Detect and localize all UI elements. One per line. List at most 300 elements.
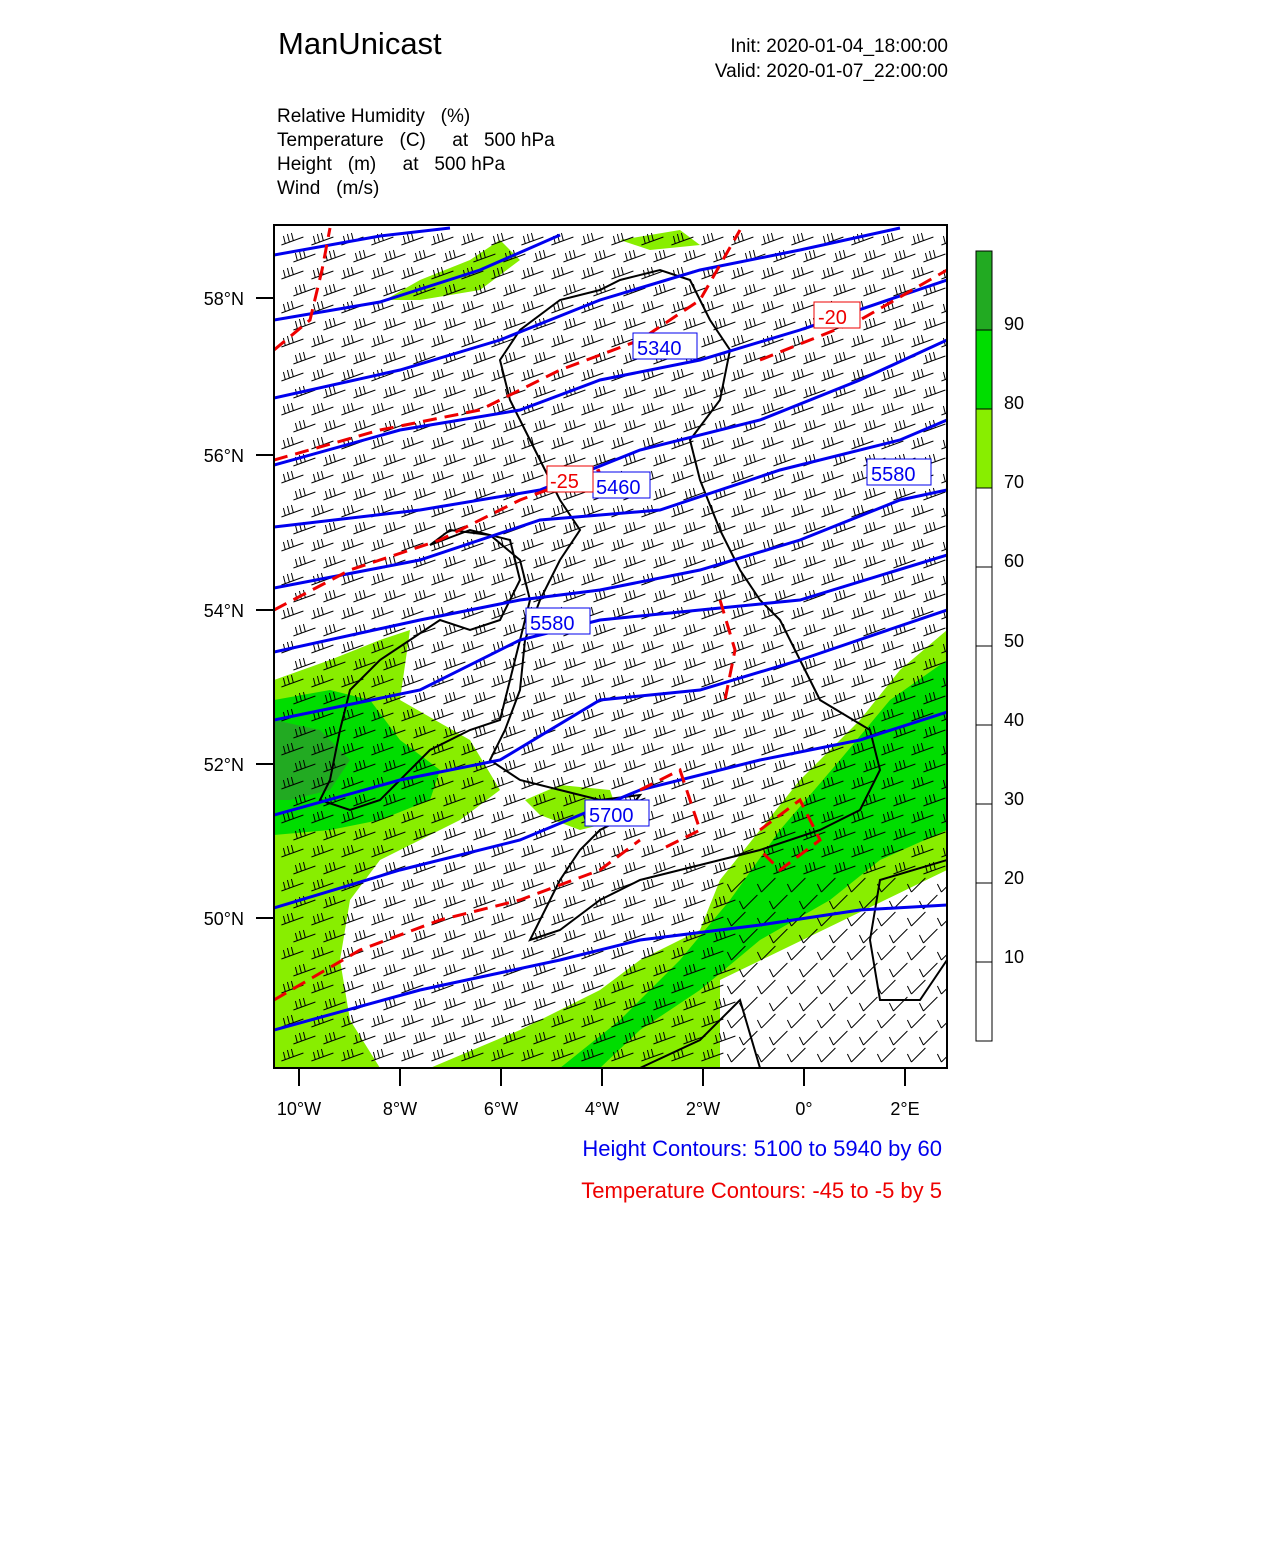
wind-barb	[821, 573, 843, 585]
wind-barb	[949, 997, 967, 1011]
wind-barb	[323, 284, 345, 296]
wind-barb	[383, 318, 405, 330]
height-label-5700: 5700	[589, 805, 634, 827]
wind-barb	[581, 539, 603, 551]
map-content	[274, 228, 975, 1068]
wind-barb	[761, 267, 783, 279]
wind-barb	[551, 641, 573, 653]
wind-barb	[581, 743, 603, 755]
wind-barb	[773, 352, 795, 364]
wind-barb	[611, 301, 633, 313]
wind-barb	[761, 369, 783, 381]
wind-barb	[563, 420, 585, 432]
wind-barb	[371, 267, 393, 279]
wind-barb	[881, 539, 903, 551]
wind-barb	[773, 488, 795, 500]
wind-barb	[401, 437, 423, 449]
wind-barb	[521, 539, 543, 551]
height-label-5460: 5460	[596, 477, 641, 499]
wind-barb	[773, 284, 795, 296]
wind-barb	[791, 471, 813, 483]
wind-barb	[533, 386, 555, 398]
wind-barb	[461, 879, 483, 891]
wind-barb	[911, 573, 933, 585]
wind-barb	[941, 573, 963, 585]
wind-barb	[443, 556, 465, 568]
wind-barb	[431, 403, 453, 415]
wind-barb	[953, 352, 975, 364]
wind-barb	[851, 335, 873, 347]
valid-time: Valid: 2020-01-07_22:00:00	[714, 61, 948, 82]
wind-barb	[641, 845, 663, 857]
wind-barb	[911, 369, 933, 381]
lat-label-52n: 52°N	[203, 755, 244, 775]
wind-barb	[953, 556, 975, 568]
wind-barb	[851, 675, 873, 687]
wind-barb	[401, 1015, 423, 1027]
wind-barb	[533, 284, 555, 296]
wind-barb	[353, 250, 375, 262]
wind-barb	[593, 522, 615, 534]
wind-barb	[671, 403, 693, 415]
wind-barb	[563, 964, 585, 976]
wind-barb	[941, 301, 963, 313]
height-contour-legend: Height Contours: 5100 to 5940 by 60	[582, 1136, 942, 1161]
wind-barb	[881, 403, 903, 415]
wind-barb	[893, 386, 915, 398]
wind-barb	[443, 930, 465, 942]
wind-barb	[893, 420, 915, 432]
wind-barb	[911, 335, 933, 347]
wind-barb	[413, 522, 435, 534]
wind-barb	[713, 284, 735, 296]
wind-barb	[383, 250, 405, 262]
wind-barb	[701, 471, 723, 483]
wind-barb	[383, 590, 405, 602]
wind-barb	[641, 675, 663, 687]
wind-barb	[413, 998, 435, 1010]
wind-barb	[431, 845, 453, 857]
colorbar-label-30: 30	[1004, 789, 1025, 809]
wind-barb	[473, 896, 495, 908]
colorbar-box	[976, 409, 992, 488]
wind-barb	[893, 590, 915, 602]
wind-barb	[743, 556, 765, 568]
wind-barb	[563, 352, 585, 364]
wind-barb	[821, 335, 843, 347]
wind-barb	[611, 743, 633, 755]
wind-barb	[671, 505, 693, 517]
wind-barb	[941, 471, 963, 483]
wind-barb	[371, 1015, 393, 1027]
lon-label-4w: 4°W	[584, 1099, 620, 1119]
wind-barb	[863, 420, 885, 432]
wind-barb	[743, 454, 765, 466]
wind-barb	[941, 539, 963, 551]
wind-barb	[833, 624, 855, 636]
wind-barb	[821, 403, 843, 415]
wind-barb	[413, 930, 435, 942]
wind-barb	[653, 250, 675, 262]
wind-barb	[521, 267, 543, 279]
wind-barb	[521, 981, 543, 993]
wind-barb	[551, 573, 573, 585]
wind-barb	[881, 369, 903, 381]
wind-barb	[323, 420, 345, 432]
wind-barb	[713, 590, 735, 602]
wind-barb	[461, 505, 483, 517]
wind-barb	[911, 267, 933, 279]
wind-barb	[731, 777, 753, 789]
wind-barb	[851, 267, 873, 279]
wind-barb	[821, 709, 843, 721]
wind-barb	[533, 998, 555, 1010]
wind-barb	[311, 471, 333, 483]
wind-barb	[863, 352, 885, 364]
wind-barb	[761, 301, 783, 313]
wind-barb	[953, 692, 975, 704]
wind-barb	[323, 522, 345, 534]
wind-barb	[623, 624, 645, 636]
wind-barb	[743, 624, 765, 636]
wind-barb	[413, 386, 435, 398]
wind-barb	[949, 963, 967, 977]
wind-barb	[521, 947, 543, 959]
wind-barb	[653, 828, 675, 840]
wind-barb	[611, 709, 633, 721]
wind-barb	[581, 913, 603, 925]
wind-barb	[611, 845, 633, 857]
wind-barb	[791, 301, 813, 313]
wind-barb	[431, 573, 453, 585]
wind-barb	[461, 369, 483, 381]
wind-barb	[503, 930, 525, 942]
wind-barb	[671, 845, 693, 857]
wind-barb	[533, 522, 555, 534]
wind-barb	[311, 539, 333, 551]
wind-barb	[551, 233, 573, 245]
field-rh: Relative Humidity (%)	[277, 106, 471, 127]
wind-barb	[881, 607, 903, 619]
colorbar-box	[976, 646, 992, 725]
wind-barb	[821, 369, 843, 381]
wind-barb	[653, 556, 675, 568]
wind-barb	[833, 556, 855, 568]
wind-barb	[293, 284, 315, 296]
wind-barb	[431, 879, 453, 891]
wind-barb	[281, 233, 303, 245]
wind-barb	[311, 505, 333, 517]
wind-barb	[311, 335, 333, 347]
wind-barb	[623, 828, 645, 840]
wind-barb	[881, 233, 903, 245]
wind-barb	[353, 454, 375, 466]
wind-barb	[953, 386, 975, 398]
colorbar-box	[976, 962, 992, 1041]
wind-barb	[761, 437, 783, 449]
wind-barb	[953, 760, 975, 772]
wind-barb	[443, 318, 465, 330]
wind-barb	[803, 658, 825, 670]
wind-barb	[503, 794, 525, 806]
wind-barb	[953, 488, 975, 500]
wind-barb	[371, 539, 393, 551]
wind-barb	[911, 403, 933, 415]
wind-barb	[941, 369, 963, 381]
wind-barb	[791, 709, 813, 721]
wind-barb	[641, 879, 663, 891]
model-title: ManUnicast	[278, 26, 442, 61]
wind-barb	[593, 760, 615, 772]
wind-barb	[821, 505, 843, 517]
wind-barb	[713, 794, 735, 806]
wind-barb	[473, 318, 495, 330]
wind-barb	[623, 420, 645, 432]
wind-barb	[443, 896, 465, 908]
wind-barb	[743, 318, 765, 330]
wind-barb	[791, 267, 813, 279]
wind-barb	[563, 556, 585, 568]
wind-barb	[443, 250, 465, 262]
wind-barb	[683, 692, 705, 704]
wind-barb	[401, 607, 423, 619]
wind-barb	[953, 284, 975, 296]
wind-barb	[461, 947, 483, 959]
wind-barb	[563, 318, 585, 330]
wind-barb	[341, 539, 363, 551]
wind-barb	[671, 539, 693, 551]
wind-barb	[551, 981, 573, 993]
wind-barb	[491, 811, 513, 823]
wind-barb	[743, 794, 765, 806]
wind-barb	[563, 862, 585, 874]
wind-barb	[611, 641, 633, 653]
wind-barb	[293, 318, 315, 330]
wind-barb	[761, 777, 783, 789]
wind-barb	[353, 284, 375, 296]
wind-barb	[803, 556, 825, 568]
wind-barb	[383, 522, 405, 534]
wind-barb	[653, 488, 675, 500]
wind-barb	[473, 590, 495, 602]
wind-barb	[623, 896, 645, 908]
wind-barb	[683, 624, 705, 636]
wind-barb	[353, 522, 375, 534]
wind-barb	[653, 522, 675, 534]
wind-barb	[461, 403, 483, 415]
wind-barb	[731, 539, 753, 551]
wind-barb	[581, 267, 603, 279]
wind-barb	[323, 352, 345, 364]
wind-barb	[413, 964, 435, 976]
wind-barb	[833, 590, 855, 602]
wind-barb	[491, 471, 513, 483]
wind-barb	[773, 522, 795, 534]
wind-barb	[683, 522, 705, 534]
wind-barb	[713, 454, 735, 466]
lon-label-10w: 10°W	[276, 1099, 322, 1119]
wind-barb	[401, 947, 423, 959]
wind-barb	[521, 335, 543, 347]
wind-barb	[473, 930, 495, 942]
wind-barb	[671, 369, 693, 381]
wind-barb	[821, 437, 843, 449]
colorbar-label-80: 80	[1004, 393, 1025, 413]
wind-barb	[323, 556, 345, 568]
wind-barb	[491, 913, 513, 925]
colorbar-box	[976, 567, 992, 646]
height-label-5580-west: 5580	[530, 613, 575, 635]
wind-barb	[611, 913, 633, 925]
colorbar-boxes	[976, 251, 992, 1041]
wind-barb	[611, 947, 633, 959]
wind-barb	[683, 250, 705, 262]
wind-barb	[761, 505, 783, 517]
wind-barb	[413, 658, 435, 670]
wind-barb	[551, 335, 573, 347]
wind-barb	[773, 386, 795, 398]
wind-barb	[371, 437, 393, 449]
wind-barb	[653, 896, 675, 908]
wind-barb	[281, 267, 303, 279]
wind-barb	[611, 437, 633, 449]
wind-barb	[461, 641, 483, 653]
wind-barb	[949, 929, 967, 943]
wind-barb	[371, 607, 393, 619]
wind-barb	[953, 250, 975, 262]
wind-barb	[641, 743, 663, 755]
wind-barb	[371, 403, 393, 415]
wind-barb	[701, 539, 723, 551]
wind-barb	[881, 641, 903, 653]
wind-barb	[641, 709, 663, 721]
wind-barb	[353, 318, 375, 330]
wind-barb	[581, 335, 603, 347]
wind-barb	[293, 590, 315, 602]
wind-barb	[863, 250, 885, 262]
wind-barb	[893, 318, 915, 330]
wind-barb	[491, 947, 513, 959]
wind-barb	[503, 862, 525, 874]
wind-barb	[701, 845, 723, 857]
wind-barb	[821, 607, 843, 619]
wind-barb	[653, 760, 675, 772]
wind-barb	[911, 437, 933, 449]
wind-barb	[581, 437, 603, 449]
wind-barb	[941, 505, 963, 517]
wind-barb	[953, 658, 975, 670]
colorbar-label-40: 40	[1004, 710, 1025, 730]
wind-barb	[401, 879, 423, 891]
temperature-label-minus20: -20	[818, 307, 847, 329]
colorbar-box	[976, 330, 992, 409]
wind-barb	[833, 488, 855, 500]
wind-barb	[593, 352, 615, 364]
wind-barb	[353, 964, 375, 976]
wind-barb	[281, 369, 303, 381]
wind-barb	[593, 930, 615, 942]
wind-barb	[713, 386, 735, 398]
wind-barb	[401, 913, 423, 925]
wind-barb	[683, 318, 705, 330]
wind-barb	[461, 471, 483, 483]
wind-barb	[641, 403, 663, 415]
wind-barb	[413, 590, 435, 602]
wind-barb	[593, 964, 615, 976]
wind-barb	[653, 726, 675, 738]
wind-barb	[371, 947, 393, 959]
wind-barb	[761, 743, 783, 755]
wind-barb	[953, 624, 975, 636]
wind-barb	[701, 369, 723, 381]
wind-barb	[593, 658, 615, 670]
wind-barb	[341, 267, 363, 279]
wind-barb	[563, 726, 585, 738]
wind-barb	[941, 403, 963, 415]
wind-barb	[863, 590, 885, 602]
wind-barb	[731, 709, 753, 721]
wind-barb	[743, 386, 765, 398]
wind-barb	[311, 607, 333, 619]
wind-barb	[953, 522, 975, 534]
wind-barb	[653, 794, 675, 806]
wind-barb	[731, 369, 753, 381]
wind-barb	[911, 539, 933, 551]
wind-barb	[953, 726, 975, 738]
wind-barb	[371, 335, 393, 347]
wind-barb	[923, 250, 945, 262]
wind-barb	[413, 692, 435, 704]
colorbar-box	[976, 725, 992, 804]
wind-barb	[563, 896, 585, 908]
wind-barb	[461, 437, 483, 449]
wind-barb	[431, 1015, 453, 1027]
wind-barb	[563, 828, 585, 840]
wind-barb	[611, 675, 633, 687]
wind-barb	[461, 675, 483, 687]
lat-label-56n: 56°N	[203, 446, 244, 466]
wind-barb	[701, 573, 723, 585]
wind-barb	[353, 420, 375, 432]
wind-barb	[473, 454, 495, 466]
wind-barb	[953, 794, 975, 806]
wind-barb	[293, 420, 315, 432]
wind-barb	[941, 607, 963, 619]
wind-barb	[371, 981, 393, 993]
wind-barb	[431, 335, 453, 347]
wind-barb	[641, 641, 663, 653]
wind-barb	[401, 573, 423, 585]
wind-barb	[743, 488, 765, 500]
wind-barb	[431, 233, 453, 245]
wind-barb	[323, 590, 345, 602]
wind-barb	[551, 369, 573, 381]
wind-barb	[431, 709, 453, 721]
wind-barb	[953, 590, 975, 602]
wind-barb	[563, 692, 585, 704]
wind-barb	[803, 488, 825, 500]
wind-barb	[773, 454, 795, 466]
wind-barb	[521, 675, 543, 687]
wind-barb	[293, 556, 315, 568]
colorbar-label-90: 90	[1004, 314, 1025, 334]
wind-barb	[491, 301, 513, 313]
wind-barb	[383, 896, 405, 908]
wind-barb	[683, 556, 705, 568]
wind-barb	[311, 403, 333, 415]
wind-barb	[653, 284, 675, 296]
wind-barb	[533, 556, 555, 568]
